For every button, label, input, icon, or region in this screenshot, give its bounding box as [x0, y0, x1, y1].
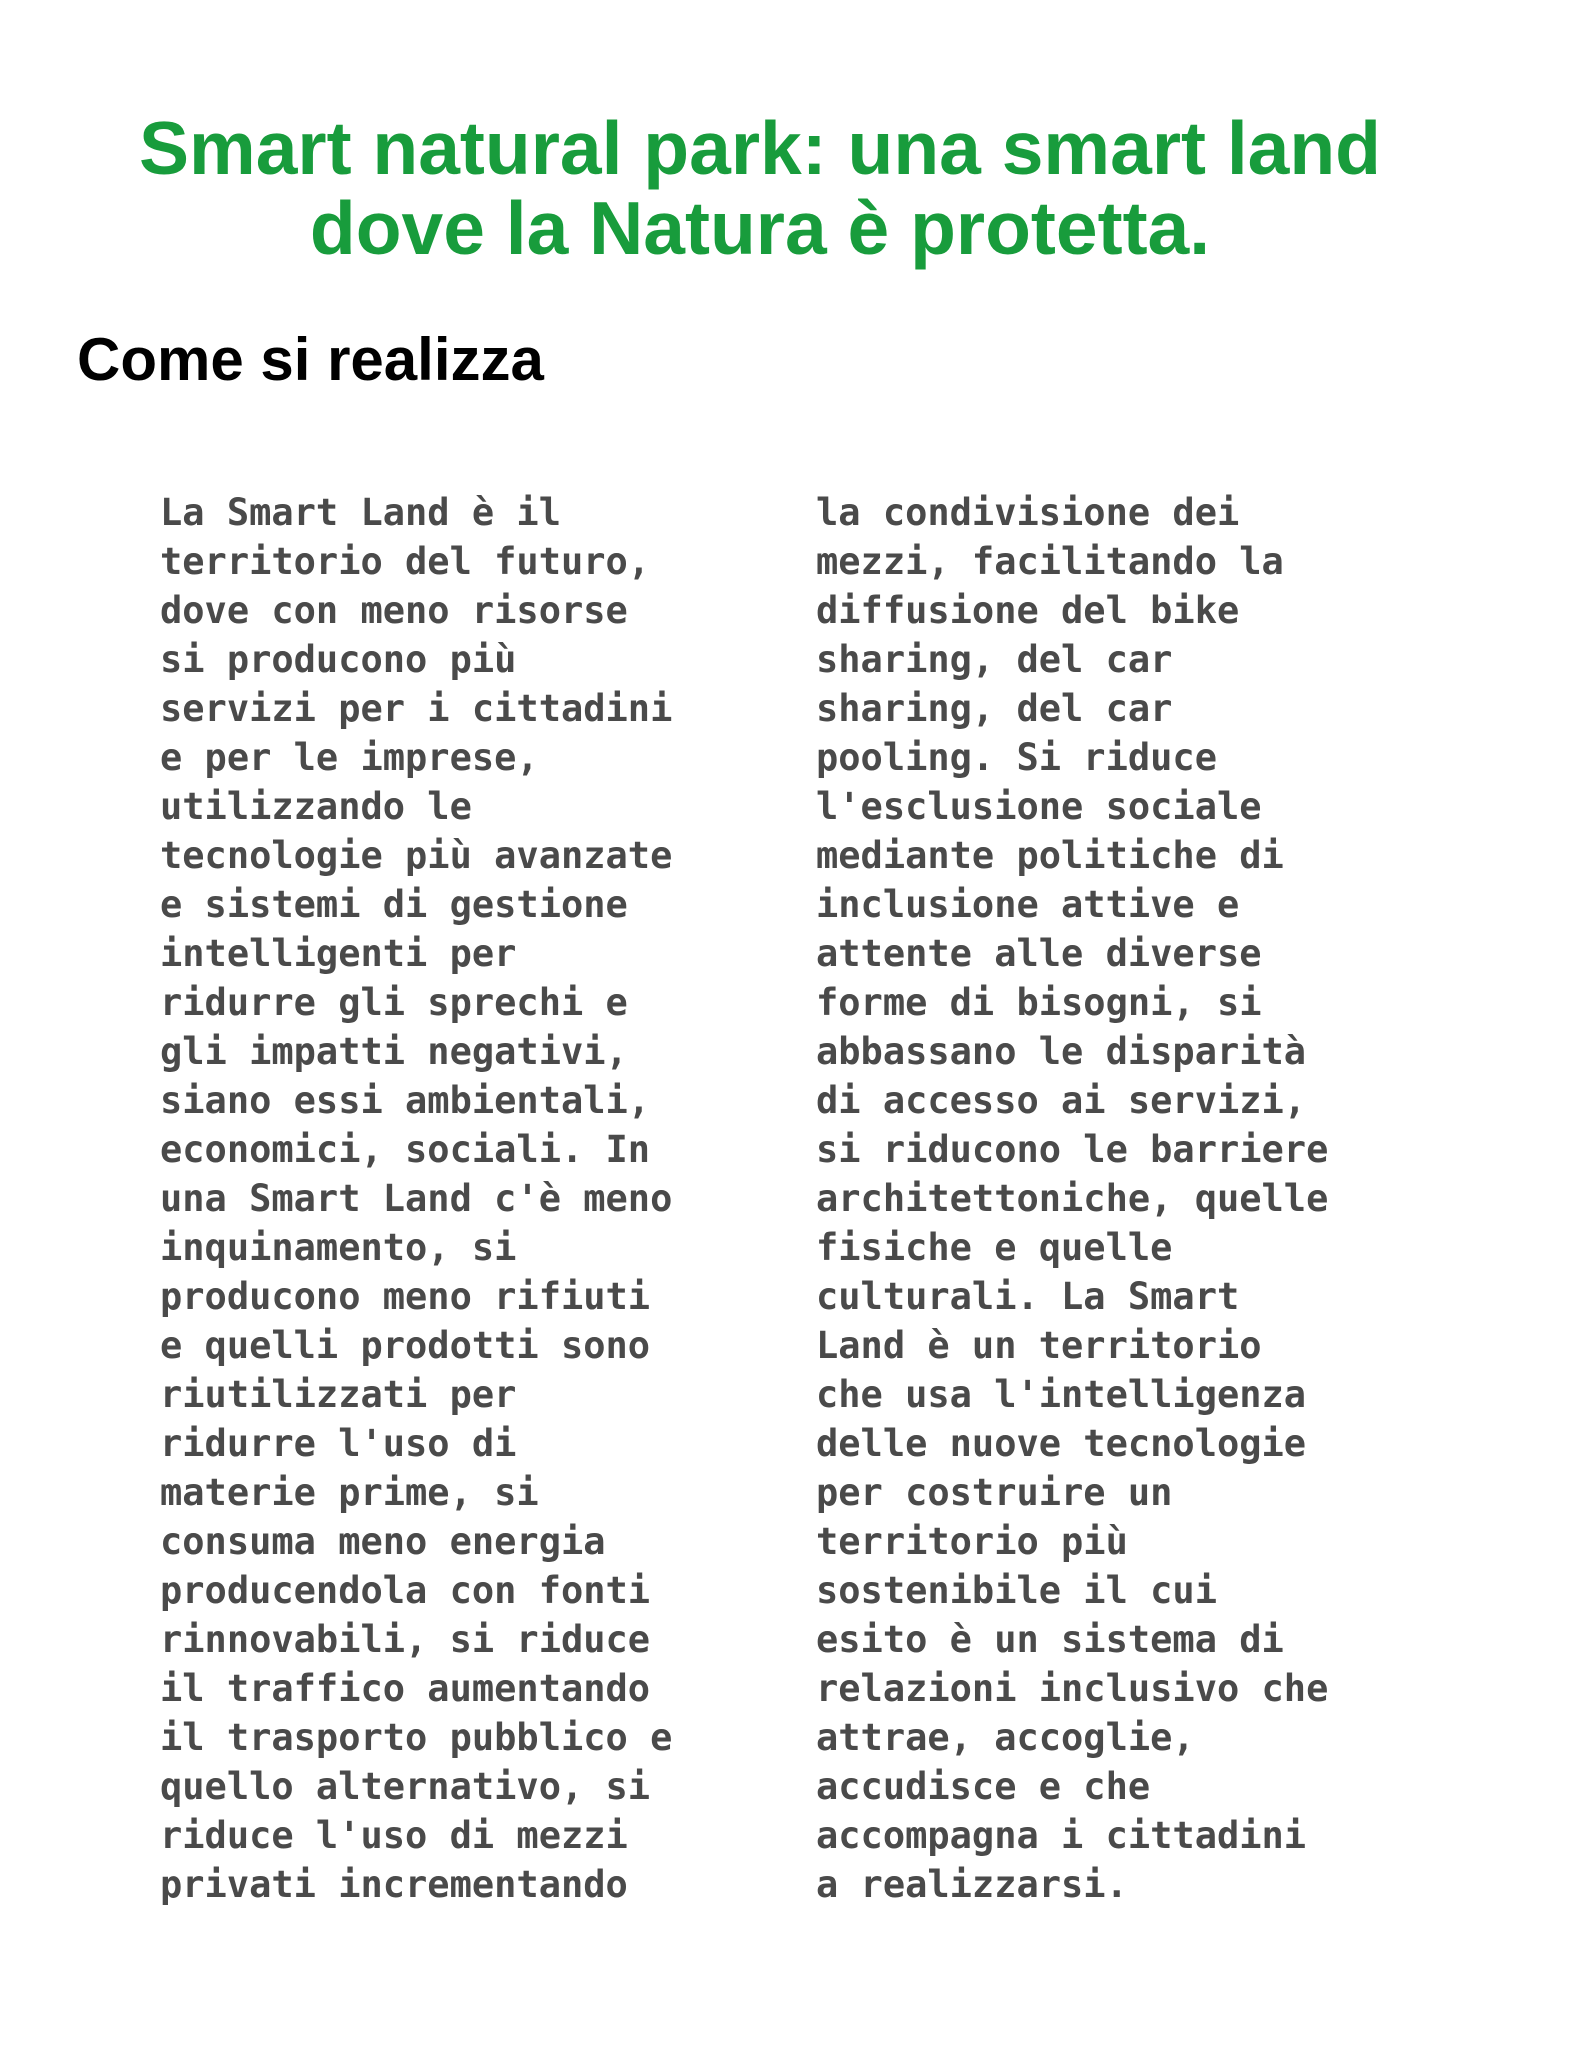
body-text-line: esito è un sistema di	[816, 1618, 1284, 1661]
body-text-line: si producono più	[160, 638, 517, 681]
body-text-line: quello alternativo, si	[160, 1765, 651, 1808]
body-text-line: Land è un territorio	[816, 1324, 1262, 1367]
text-column-left	[160, 488, 760, 1909]
section-heading: Come si realizza	[77, 326, 544, 393]
body-text-line: per costruire un	[816, 1471, 1173, 1514]
body-text-line: producendola con fonti	[160, 1569, 651, 1612]
body-text-line: di accesso ai servizi,	[816, 1079, 1307, 1122]
body-text-line: architettoniche, quelle	[816, 1177, 1329, 1220]
body-text-line: a realizzarsi.	[816, 1863, 1128, 1906]
body-text-line: e quelli prodotti sono	[160, 1324, 651, 1367]
body-text-line: sharing, del car	[816, 638, 1173, 681]
body-text-line: dove con meno risorse	[160, 589, 628, 632]
page-title	[90, 108, 1430, 268]
body-text-line: la condivisione dei	[816, 491, 1240, 534]
body-text-line: inquinamento, si	[160, 1226, 517, 1269]
body-text-line: inclusione attive e	[816, 883, 1240, 926]
body-text-line: sostenibile il cui	[816, 1569, 1217, 1612]
body-text-line: ridurre l'uso di	[160, 1422, 517, 1465]
body-text-line: forme di bisogni, si	[816, 981, 1262, 1024]
body-text-line: intelligenti per	[160, 932, 517, 975]
body-text-line: pooling. Si riduce	[816, 736, 1217, 779]
body-text-line: tecnologie più avanzate	[160, 834, 673, 877]
body-text-line: una Smart Land c'è meno	[160, 1177, 673, 1220]
body-text-line: si riducono le barriere	[816, 1128, 1329, 1171]
body-text-line: e sistemi di gestione	[160, 883, 628, 926]
body-text-line: territorio del futuro,	[160, 540, 651, 583]
body-text-line: privati incrementando	[160, 1863, 628, 1906]
body-text-line: il traffico aumentando	[160, 1667, 651, 1710]
page-title-line: Smart natural park: una smart land	[138, 106, 1381, 190]
body-text-line: territorio più	[816, 1520, 1128, 1563]
body-text-line: culturali. La Smart	[816, 1275, 1240, 1318]
body-text-line: diffusione del bike	[816, 589, 1240, 632]
body-text-line: utilizzando le	[160, 785, 472, 828]
body-text-line: accudisce e che	[816, 1765, 1151, 1808]
body-text-line: che usa l'intelligenza	[816, 1373, 1307, 1416]
body-text-line: economici, sociali. In	[160, 1128, 651, 1171]
page-title-line: dove la Natura è protetta.	[309, 186, 1211, 270]
body-text-line: riduce l'uso di mezzi	[160, 1814, 628, 1857]
body-text-line: l'esclusione sociale	[816, 785, 1262, 828]
text-column-right	[816, 488, 1416, 1909]
body-text-line: ridurre gli sprechi e	[160, 981, 628, 1024]
body-text-line: fisiche e quelle	[816, 1226, 1173, 1269]
body-text-line: attente alle diverse	[816, 932, 1262, 975]
body-text-line: accompagna i cittadini	[816, 1814, 1307, 1857]
body-text-line: rinnovabili, si riduce	[160, 1618, 651, 1661]
body-text-line: servizi per i cittadini	[160, 687, 673, 730]
body-text-line: mezzi, facilitando la	[816, 540, 1284, 583]
body-text-line: delle nuove tecnologie	[816, 1422, 1307, 1465]
body-text-line: siano essi ambientali,	[160, 1079, 651, 1122]
body-text-line: relazioni inclusivo che	[816, 1667, 1329, 1710]
body-text-line: producono meno rifiuti	[160, 1275, 651, 1318]
body-text-line: consuma meno energia	[160, 1520, 606, 1563]
body-text-line: riutilizzati per	[160, 1373, 517, 1416]
body-text-line: il trasporto pubblico e	[160, 1716, 673, 1759]
body-text-line: mediante politiche di	[816, 834, 1284, 877]
body-text-line: attrae, accoglie,	[816, 1716, 1195, 1759]
body-text-line: abbassano le disparità	[816, 1030, 1307, 1073]
body-text-line: e per le imprese,	[160, 736, 539, 779]
body-text-line: La Smart Land è il	[160, 491, 561, 534]
body-text-line: sharing, del car	[816, 687, 1173, 730]
body-text-line: gli impatti negativi,	[160, 1030, 628, 1073]
body-text-line: materie prime, si	[160, 1471, 539, 1514]
